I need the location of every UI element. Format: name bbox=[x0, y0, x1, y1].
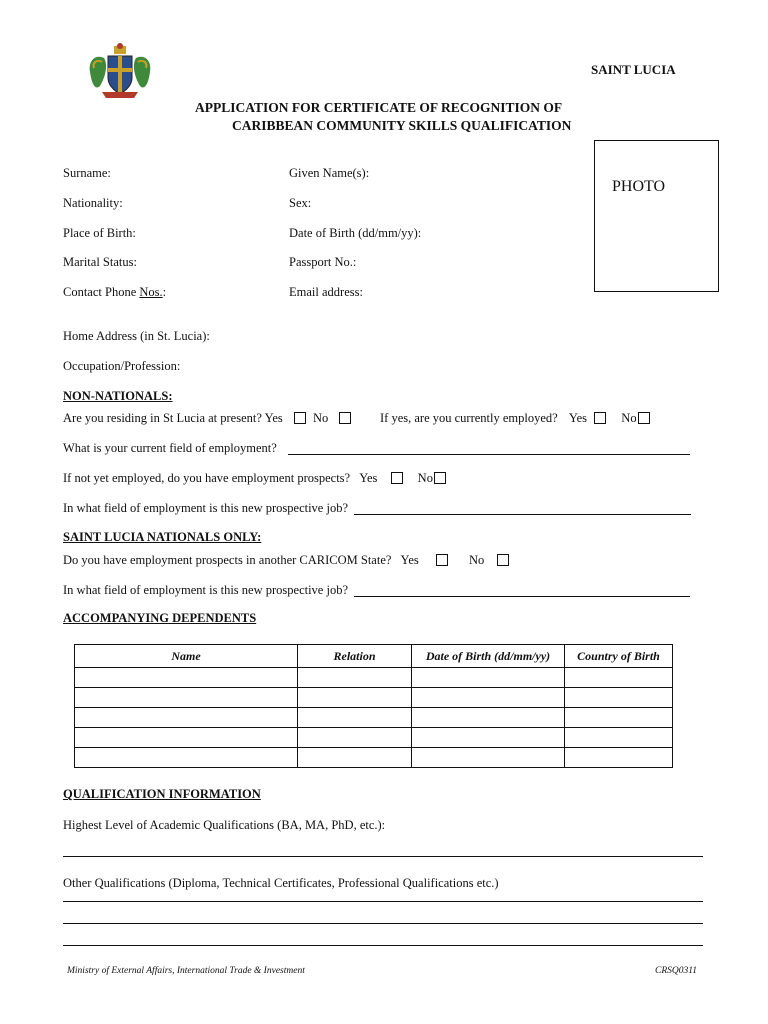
given-names-label: Given Name(s): bbox=[289, 166, 370, 180]
new-job-input-line-nonnational[interactable] bbox=[354, 514, 691, 515]
dependents-header-row bbox=[75, 645, 673, 668]
table-cell[interactable] bbox=[412, 748, 565, 768]
residing-no-label: No bbox=[313, 411, 329, 425]
employed-yes-checkbox[interactable] bbox=[594, 412, 606, 424]
column-header-name: Name bbox=[75, 645, 298, 668]
marital-status-label: Marital Status: bbox=[63, 255, 137, 269]
prospects-question: If not yet employed, do you have employment prospects? bbox=[63, 471, 351, 485]
email-label: Email address: bbox=[289, 285, 363, 299]
nationals-heading: SAINT LUCIA NATIONALS ONLY: bbox=[63, 530, 262, 544]
table-row bbox=[75, 748, 673, 768]
caricom-no-checkbox[interactable] bbox=[497, 554, 509, 566]
table-cell[interactable] bbox=[298, 688, 412, 708]
highest-qualification-label: Highest Level of Academic Qualifications (BA, MA, PhD, etc.): bbox=[63, 818, 386, 832]
caricom-question-row bbox=[63, 553, 513, 568]
table-cell[interactable] bbox=[412, 728, 565, 748]
table-cell[interactable] bbox=[75, 748, 298, 768]
residing-question-row bbox=[63, 411, 355, 426]
column-header-country-of-birth: Country of Birth bbox=[565, 645, 673, 668]
other-qualifications-label: Other Qualifications (Diploma, Technical Certificates, Professional Qualifications etc.) bbox=[63, 876, 499, 890]
occupation-label: Occupation/Profession: bbox=[63, 359, 181, 373]
table-cell[interactable] bbox=[565, 668, 673, 688]
table-row bbox=[75, 708, 673, 728]
other-qualifications-input-line[interactable] bbox=[63, 923, 703, 924]
country-name: SAINT LUCIA bbox=[591, 62, 676, 77]
caricom-no-label: No bbox=[469, 553, 485, 567]
footer-form-code: CRSQ0311 bbox=[655, 966, 698, 976]
employed-question-row bbox=[380, 411, 654, 426]
prospects-yes-checkbox[interactable] bbox=[391, 472, 403, 484]
employed-yes-label: Yes bbox=[568, 411, 588, 425]
caricom-yes-checkbox[interactable] bbox=[436, 554, 448, 566]
employed-no-label: No bbox=[621, 411, 637, 425]
new-job-question-national: In what field of employment is this new prospective job? bbox=[63, 583, 349, 597]
form-title-line2: CARIBBEAN COMMUNITY SKILLS QUALIFICATION bbox=[232, 118, 572, 133]
dependents-table bbox=[74, 644, 673, 768]
new-job-question-nonnational: In what field of employment is this new prospective job? bbox=[63, 501, 349, 515]
footer-ministry: Ministry of External Affairs, International Trade & Investment bbox=[67, 966, 305, 976]
dependents-heading: ACCOMPANYING DEPENDENTS bbox=[63, 611, 257, 625]
employed-question: If yes, are you currently employed? bbox=[380, 411, 558, 425]
residing-yes-checkbox[interactable] bbox=[294, 412, 306, 424]
table-cell[interactable] bbox=[565, 748, 673, 768]
table-cell[interactable] bbox=[565, 708, 673, 728]
current-field-input-line[interactable] bbox=[288, 454, 690, 455]
prospects-no-label: No bbox=[417, 471, 433, 485]
highest-qualification-input-line[interactable] bbox=[63, 856, 703, 857]
table-row bbox=[75, 728, 673, 748]
prospects-no-checkbox[interactable] bbox=[434, 472, 446, 484]
photo-box[interactable] bbox=[594, 140, 719, 292]
table-cell[interactable] bbox=[75, 688, 298, 708]
prospects-question-row bbox=[63, 471, 450, 486]
coat-of-arms-logo bbox=[86, 42, 154, 102]
table-cell[interactable] bbox=[298, 708, 412, 728]
table-cell[interactable] bbox=[412, 688, 565, 708]
sex-label: Sex: bbox=[289, 196, 312, 210]
caricom-yes-label: Yes bbox=[400, 553, 419, 567]
table-cell[interactable] bbox=[298, 668, 412, 688]
new-job-input-line-national[interactable] bbox=[354, 596, 690, 597]
non-nationals-heading: NON-NATIONALS: bbox=[63, 389, 173, 403]
other-qualifications-input-line[interactable] bbox=[63, 945, 703, 946]
form-title-line1: APPLICATION FOR CERTIFICATE OF RECOGNITION OF bbox=[195, 100, 563, 115]
contact-nos-text: Nos. bbox=[139, 285, 163, 299]
employed-no-checkbox[interactable] bbox=[638, 412, 650, 424]
surname-label: Surname: bbox=[63, 166, 111, 180]
residing-question: Are you residing in St Lucia at present? bbox=[63, 411, 262, 425]
caricom-question: Do you have employment prospects in another CARICOM State? bbox=[63, 553, 392, 567]
table-cell[interactable] bbox=[75, 728, 298, 748]
table-cell[interactable] bbox=[75, 668, 298, 688]
nationality-label: Nationality: bbox=[63, 196, 123, 210]
residing-no-checkbox[interactable] bbox=[339, 412, 351, 424]
column-header-relation: Relation bbox=[298, 645, 412, 668]
current-field-question: What is your current field of employment? bbox=[63, 441, 277, 455]
qualifications-heading: QUALIFICATION INFORMATION bbox=[63, 787, 261, 801]
table-cell[interactable] bbox=[412, 668, 565, 688]
table-cell[interactable] bbox=[75, 708, 298, 728]
contact-phone-text: Contact Phone bbox=[63, 285, 140, 299]
table-cell[interactable] bbox=[565, 728, 673, 748]
table-cell[interactable] bbox=[298, 728, 412, 748]
contact-phone-label bbox=[63, 285, 166, 300]
contact-colon: : bbox=[162, 285, 167, 299]
prospects-yes-label: Yes bbox=[359, 471, 378, 485]
photo-label: PHOTO bbox=[612, 178, 666, 195]
table-row bbox=[75, 688, 673, 708]
home-address-label: Home Address (in St. Lucia): bbox=[63, 329, 210, 343]
other-qualifications-input-line[interactable] bbox=[63, 901, 703, 902]
table-cell[interactable] bbox=[298, 748, 412, 768]
table-cell[interactable] bbox=[565, 688, 673, 708]
date-of-birth-label: Date of Birth (dd/mm/yy): bbox=[289, 226, 422, 240]
table-cell[interactable] bbox=[412, 708, 565, 728]
residing-yes-label: Yes bbox=[264, 411, 283, 425]
column-header-date-of-birth: Date of Birth (dd/mm/yy) bbox=[412, 645, 565, 668]
table-row bbox=[75, 668, 673, 688]
place-of-birth-label: Place of Birth: bbox=[63, 226, 136, 240]
passport-label: Passport No.: bbox=[289, 255, 357, 269]
